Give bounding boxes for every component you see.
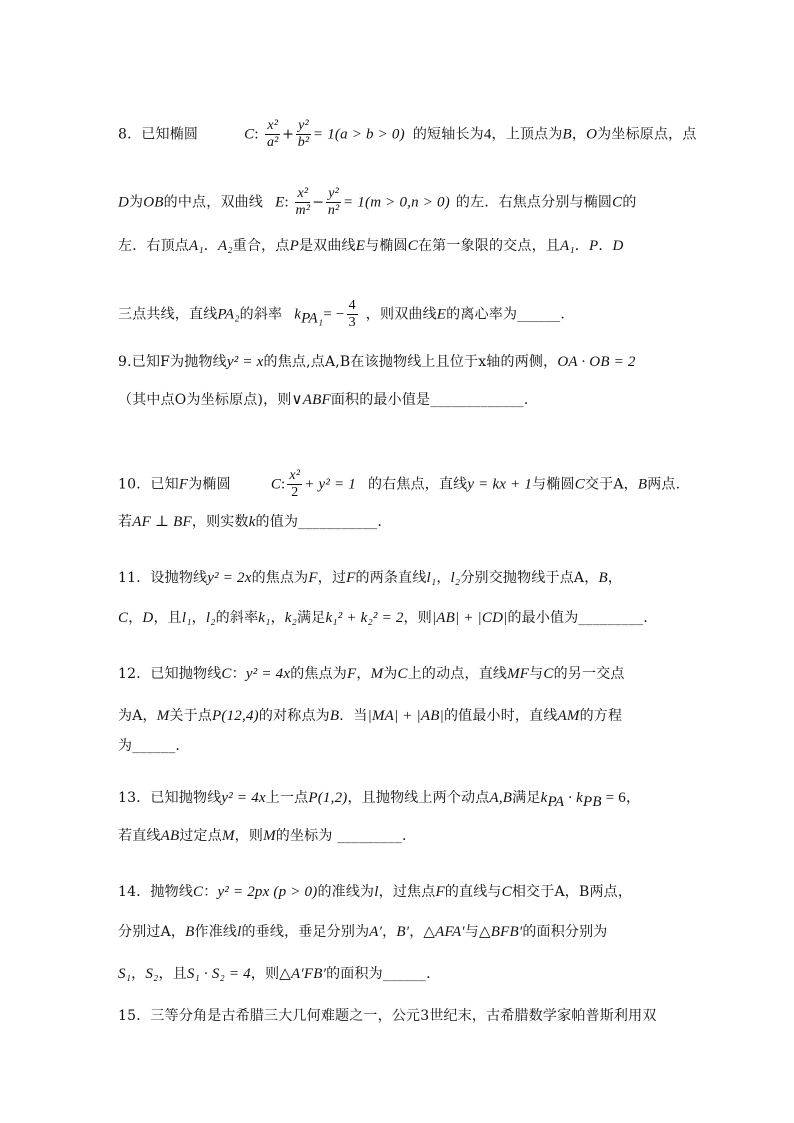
math-expr: |MA| + |AB| bbox=[367, 708, 444, 724]
text: 的准线为 bbox=[317, 884, 375, 900]
text: 的直线与 bbox=[444, 884, 502, 900]
text: 为A， bbox=[118, 708, 157, 724]
problem-14-line-1 bbox=[118, 882, 698, 902]
text: 的焦点,点A,B在该抛物线上且位于x轴的两侧， bbox=[263, 354, 558, 370]
math-symbol: D bbox=[142, 610, 154, 626]
problem-15-line-1 bbox=[118, 1006, 698, 1026]
text: 面积的最小值是_____________. bbox=[330, 392, 529, 408]
math-expr: y² = 4x bbox=[245, 666, 291, 682]
text: 15．三等分角是古希腊三大几何难题之一，公元3世纪末，古希腊数学家帕普斯利用双 bbox=[118, 1008, 657, 1024]
text: ， bbox=[607, 570, 623, 586]
math-symbol: A₁ bbox=[189, 238, 204, 254]
math-symbol: l bbox=[374, 884, 379, 900]
math-symbol: S₁ bbox=[118, 966, 132, 982]
math-symbol: D bbox=[612, 238, 624, 254]
math-symbol: B bbox=[637, 476, 648, 493]
math-symbol: O bbox=[586, 126, 598, 143]
math-symbol: k bbox=[248, 514, 256, 530]
text: 的右焦点，直线 bbox=[367, 476, 468, 493]
math-symbol: C bbox=[244, 126, 255, 143]
text: 重合，点 bbox=[232, 238, 290, 254]
text: 交于A， bbox=[584, 476, 638, 493]
problem-8-line-4 bbox=[118, 298, 698, 331]
math-expr: △AFA′ bbox=[423, 924, 465, 940]
text: 在第一象限的交点，且 bbox=[417, 238, 560, 254]
math-expr: P(1,2) bbox=[308, 790, 348, 806]
math-symbol: A,B bbox=[489, 790, 513, 806]
text: 相交于A，B两点， bbox=[511, 884, 633, 900]
math-expr: = − bbox=[323, 306, 345, 323]
math-expr: OA · OB = 2 bbox=[557, 354, 636, 370]
math-symbol: E bbox=[436, 306, 447, 323]
problem-10-line-1: 10．已知F为椭圆 C: $\frac{\text{x²}}{2}$ + y² = 1 的右焦点，直线y = kx + 1与椭圆C交于A，B两点. bbox=[118, 468, 681, 500]
math-symbol: B′ bbox=[396, 924, 410, 940]
text: 三点共线，直线 bbox=[118, 306, 218, 323]
text: ， bbox=[625, 790, 641, 806]
math-symbol: B bbox=[185, 924, 195, 940]
text: 的左．右焦点分别与椭圆 bbox=[455, 194, 613, 211]
math-expr: · k bbox=[564, 790, 583, 806]
text: 的 bbox=[622, 194, 637, 211]
text: 的斜率 bbox=[215, 610, 259, 626]
problem-9-line-1 bbox=[118, 352, 698, 372]
math-expr: y² = 4x bbox=[221, 790, 266, 806]
fraction: $\frac{\text{x²}}{2}$ bbox=[289, 468, 301, 500]
math-symbol: k₂ bbox=[284, 610, 298, 626]
math-symbol: A₁ bbox=[559, 238, 575, 254]
text: 14．抛物线 bbox=[118, 884, 194, 900]
math-symbol: l₂ bbox=[205, 610, 216, 626]
math-expr: ∨ABF bbox=[291, 392, 331, 408]
math-symbol: D bbox=[118, 194, 130, 211]
math-symbol: E bbox=[275, 194, 285, 211]
math-symbol: C bbox=[574, 476, 585, 493]
text: 10．已知 bbox=[118, 476, 179, 493]
math-symbol: C bbox=[543, 666, 554, 682]
text: 的短轴长为 bbox=[412, 126, 484, 143]
text: 的焦点为 bbox=[290, 666, 347, 682]
text: 9.已知F为抛物线 bbox=[118, 354, 227, 370]
math-symbol: C bbox=[193, 884, 204, 900]
text: 关于点 bbox=[169, 708, 213, 724]
text: 的对称点为 bbox=[258, 708, 330, 724]
fraction: $\frac{\text{x²}}{\text{a²}}$ bbox=[266, 118, 279, 150]
math-symbol: C bbox=[612, 194, 623, 211]
text: ． bbox=[598, 238, 613, 254]
math-subscript: PA bbox=[547, 793, 565, 810]
text: 13．已知抛物线 bbox=[118, 790, 222, 806]
text: 若 bbox=[118, 514, 133, 530]
math-symbol: S₂ bbox=[145, 966, 159, 982]
text: 作准线 bbox=[194, 924, 238, 940]
text: ． bbox=[203, 238, 218, 254]
text: 的另一交点 bbox=[553, 666, 625, 682]
math-expr: AF ⊥ BF bbox=[132, 514, 192, 530]
math-expr: y = kx + 1 bbox=[467, 476, 533, 493]
math-symbol: M bbox=[221, 828, 235, 844]
text: ，则 bbox=[234, 828, 264, 844]
fraction: $\frac{\text{x²}}{\text{m²}}$ bbox=[295, 186, 311, 218]
text: 与椭圆 bbox=[365, 238, 408, 254]
text: ， bbox=[356, 666, 371, 682]
problem-13-line-2 bbox=[118, 826, 698, 846]
problem-8-line-2: D为OB的中点，双曲线 E: $\frac{\text{x²}}{\text{m²}}$ − $\frac{\text{y²}}{\text{n²}}$ = 1(m > 0,n > 0) 的左．右焦点分别与椭圆C的 bbox=[118, 186, 637, 218]
math-expr: = 1(m > 0,n > 0) bbox=[343, 194, 450, 211]
math-symbol: B bbox=[598, 570, 608, 586]
math-expr: + y² = 1 bbox=[304, 476, 356, 493]
problem-8-line-3 bbox=[118, 236, 698, 256]
text: 分别过A， bbox=[118, 924, 186, 940]
math-symbol: F bbox=[308, 570, 318, 586]
text: ， bbox=[571, 126, 587, 143]
math-symbol: F bbox=[435, 884, 445, 900]
math-expr: △A′FB′ bbox=[279, 966, 327, 982]
problem-11-line-1 bbox=[118, 568, 698, 588]
text: 与椭圆 bbox=[532, 476, 575, 493]
text: 上的动点，直线 bbox=[407, 666, 508, 682]
text: 的垂线，垂足分别为 bbox=[241, 924, 370, 940]
math-symbol: l₂ bbox=[450, 570, 461, 586]
text: ， bbox=[191, 610, 206, 626]
text: 的斜率 bbox=[239, 306, 283, 323]
text: 与 bbox=[464, 924, 479, 940]
math-symbol: C bbox=[118, 610, 129, 626]
math-symbol: C bbox=[270, 476, 282, 493]
text: 满足 bbox=[512, 790, 541, 806]
text: ， bbox=[409, 924, 424, 940]
text: ， bbox=[382, 924, 397, 940]
math-symbol: OB bbox=[143, 194, 164, 211]
math-subscript: PA₁ bbox=[301, 310, 324, 327]
math-expr: y² = 2px (p > 0) bbox=[217, 884, 318, 900]
fraction: $\frac{4}{3}$ bbox=[348, 298, 356, 330]
problem-11-line-2 bbox=[118, 608, 698, 628]
math-symbol: l₁ bbox=[181, 610, 192, 626]
problem-12-line-3 bbox=[118, 736, 698, 756]
text: 的焦点为 bbox=[251, 570, 309, 586]
math-symbol: F bbox=[346, 570, 356, 586]
text: ， bbox=[128, 610, 143, 626]
text: ，且抛物线上两个动点 bbox=[347, 790, 490, 806]
text: ，则双曲线 bbox=[365, 306, 437, 323]
problem-10-line-2 bbox=[118, 512, 698, 532]
math-symbol: P bbox=[588, 238, 599, 254]
text: 11．设抛物线 bbox=[118, 570, 208, 586]
problem-12-line-1 bbox=[118, 664, 698, 684]
math-symbol: M bbox=[156, 708, 170, 724]
math-symbol: C bbox=[221, 666, 232, 682]
text: 的值最小时，直线 bbox=[443, 708, 558, 724]
math-expr: △BFB′ bbox=[479, 924, 523, 940]
text: 两点. bbox=[647, 476, 681, 493]
text: 的最小值为_________. bbox=[507, 610, 648, 626]
math-symbol: P bbox=[289, 238, 299, 254]
math-symbol: A′ bbox=[369, 924, 383, 940]
math-symbol: l bbox=[237, 924, 242, 940]
math-expr: |AB| + |CD| bbox=[431, 610, 508, 626]
text: 过定点 bbox=[179, 828, 222, 844]
text: ，则 bbox=[250, 966, 280, 982]
text: 的方程 bbox=[579, 708, 623, 724]
math-symbol: PA₂ bbox=[217, 306, 240, 323]
text: ，且 bbox=[158, 966, 187, 982]
text: 左．右顶点 bbox=[118, 238, 189, 254]
math-symbol: B bbox=[562, 126, 572, 143]
text: 的面积分别为 bbox=[522, 924, 608, 940]
math-expr: = 1(a > b > 0) bbox=[312, 126, 405, 143]
text: ： bbox=[231, 666, 246, 682]
math-expr: = 6 bbox=[601, 790, 626, 806]
math-subscript: PB bbox=[582, 793, 602, 810]
text: 为坐标原点，点 bbox=[597, 126, 697, 143]
problem-13-line-1 bbox=[118, 788, 698, 812]
text: （其中点O为坐标原点)，则 bbox=[118, 392, 292, 408]
text: 的坐标为 _________. bbox=[275, 828, 407, 844]
math-expr: k₁² + k₂² = 2 bbox=[325, 610, 404, 626]
math-symbol: l₁ bbox=[426, 570, 437, 586]
math-symbol: k bbox=[540, 790, 548, 806]
problem-14-line-2 bbox=[118, 922, 698, 942]
math-symbol: k bbox=[294, 306, 302, 323]
math-symbol: C bbox=[407, 238, 418, 254]
math-symbol: C bbox=[501, 884, 512, 900]
text: ，上顶点为 bbox=[491, 126, 563, 143]
text: 是双曲线 bbox=[298, 238, 356, 254]
math-symbol: AB bbox=[160, 828, 180, 844]
text: 上一点 bbox=[265, 790, 309, 806]
text: ， bbox=[436, 570, 451, 586]
text: 的面积为______. bbox=[326, 966, 431, 982]
fraction: $\frac{\text{y²}}{\text{b²}}$ bbox=[297, 118, 310, 150]
problem-12-line-2 bbox=[118, 706, 698, 726]
text: ，则实数 bbox=[191, 514, 249, 530]
text: ． bbox=[574, 238, 589, 254]
text: ： bbox=[203, 884, 218, 900]
text: 为 bbox=[129, 194, 144, 211]
text: ，过焦点 bbox=[378, 884, 436, 900]
math-symbol: k₁ bbox=[258, 610, 271, 626]
math-expr: P(12,4) bbox=[212, 708, 259, 724]
math-symbol: B bbox=[329, 708, 340, 724]
text: 为______. bbox=[118, 738, 181, 754]
math-symbol: C bbox=[397, 666, 408, 682]
fraction: $\frac{\text{y²}}{\text{n²}}$ bbox=[327, 186, 340, 218]
text: 8．已知椭圆 bbox=[118, 126, 199, 143]
math-expr: y² = 2x bbox=[207, 570, 252, 586]
text: 为 bbox=[383, 666, 398, 682]
problem-14-line-3 bbox=[118, 964, 698, 984]
math-symbol: MF bbox=[507, 666, 530, 682]
math-symbol: F bbox=[178, 476, 189, 493]
text: ， bbox=[270, 610, 285, 626]
text: 为椭圆 bbox=[188, 476, 231, 493]
text: 分别交抛物线于点A， bbox=[460, 570, 599, 586]
text: 12．已知抛物线 bbox=[118, 666, 222, 682]
text: 的值为___________. bbox=[255, 514, 382, 530]
math-symbol: M bbox=[370, 666, 384, 682]
math-symbol: A₂ bbox=[217, 238, 233, 254]
text: ，过 bbox=[317, 570, 347, 586]
text: 若直线 bbox=[118, 828, 161, 844]
text: ．当 bbox=[339, 708, 368, 724]
math-expr: y² = x bbox=[226, 354, 264, 370]
text: ，且 bbox=[153, 610, 182, 626]
text: ， bbox=[131, 966, 146, 982]
problem-8-line-1: 8．已知椭圆 C: $\frac{\text{x²}}{\text{a²}}$ + $\frac{\text{y²}}{\text{b²}}$ = 1(a > b > 0) 的短轴长为4，上顶点为B，O为坐标原点，点 bbox=[118, 118, 697, 150]
problem-9-line-2 bbox=[118, 390, 698, 410]
math-symbol: M bbox=[263, 828, 276, 844]
math-symbol: AM bbox=[557, 708, 580, 724]
text: ，则 bbox=[403, 610, 432, 626]
math-number: 4 bbox=[483, 126, 492, 143]
text: 的离心率为______. bbox=[446, 306, 566, 323]
text: 的中点，双曲线 bbox=[163, 194, 264, 211]
math-symbol: F bbox=[347, 666, 357, 682]
math-symbol: E bbox=[355, 238, 366, 254]
text: 满足 bbox=[297, 610, 326, 626]
text: 的两条直线 bbox=[355, 570, 427, 586]
math-expr: S₁ · S₂ = 4 bbox=[186, 966, 251, 982]
text: 与 bbox=[529, 666, 544, 682]
